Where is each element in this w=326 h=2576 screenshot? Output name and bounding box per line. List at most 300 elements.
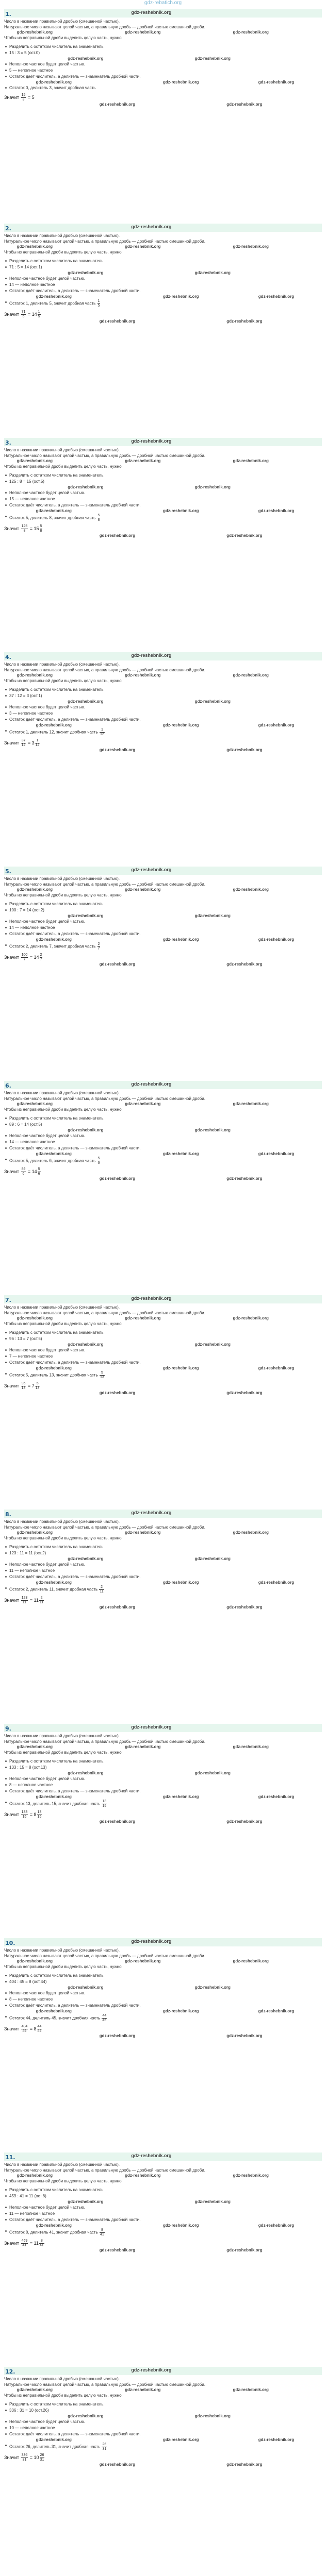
remainder-fraction-denominator: 11 xyxy=(100,1590,104,1594)
watermark-row xyxy=(4,748,322,753)
watermark-row xyxy=(4,887,322,892)
rule-step: Разделить с остатком числитель на знаменатель. xyxy=(4,1973,322,1979)
answer-label: Значит xyxy=(4,1168,20,1174)
answer-label: Значит xyxy=(4,1383,20,1388)
watermark-row xyxy=(4,1366,322,1371)
remainder-fraction-denominator: 13 xyxy=(100,1376,104,1379)
division-step: 133 : 15 = 8 (ост.13) xyxy=(4,1765,322,1771)
remainder-fraction-denominator: 6 xyxy=(97,1161,100,1165)
improper-fraction-numerator: 404 xyxy=(21,2025,28,2028)
watermark-label: gdz-reshebnik.org xyxy=(131,438,172,444)
watermark-row xyxy=(4,962,322,967)
definition-text: Натуральное число называют целой частью, а правильную дробь — дробной частью смешанной дроби. xyxy=(4,1096,205,1101)
watermark-label: gdz-reshebnik.org xyxy=(131,1724,172,1730)
exercise-number: 9. xyxy=(5,1725,11,1732)
rule-step: Остаток даёт числитель, а делитель — знаменатель дробной части. xyxy=(4,2431,322,2437)
mixed-fraction-part-numerator: 5 xyxy=(35,1382,40,1386)
remainder-fraction-numerator: 13 xyxy=(102,1800,107,1803)
watermark-row xyxy=(4,2437,322,2443)
remainder-text: Остаток 5, делитель 6, значит дробная часть xyxy=(9,1158,96,1163)
whole-part: 11 xyxy=(34,2240,39,2246)
watermark-label: gdz-reshebnik.org xyxy=(68,1342,104,1347)
definition-text: Натуральное число называют целой частью, а правильную дробь — дробной частью смешанной дроби. xyxy=(4,1739,205,1744)
exercise-number: 6. xyxy=(5,1082,11,1089)
watermark-label: gdz-reshebnik.org xyxy=(99,748,136,752)
whole-part: 10 xyxy=(34,2454,39,2460)
watermark-label: gdz-reshebnik.org xyxy=(163,1794,199,1799)
improper-fraction xyxy=(21,1810,28,1819)
exercise-block xyxy=(4,436,322,650)
watermark-label: gdz-reshebnik.org xyxy=(125,2387,161,2392)
exercise-block xyxy=(4,2365,322,2576)
rule-heading: Чтобы из неправильной дроби выделить целую часть, нужно: xyxy=(4,679,123,683)
watermark-label: gdz-reshebnik.org xyxy=(163,294,199,299)
intro-text: Число в названии правильной дробью (смешанной частью). xyxy=(4,233,120,238)
watermark-label: gdz-reshebnik.org xyxy=(233,887,269,892)
quotient-step: 14 — неполное частное xyxy=(4,925,322,931)
remainder-fraction-numerator: 5 xyxy=(100,1371,105,1376)
watermark-label: gdz-reshebnik.org xyxy=(17,1101,53,1106)
remainder-step xyxy=(4,1800,322,1808)
rule-heading: Чтобы из неправильной дроби выделить целую часть, нужно: xyxy=(4,250,123,255)
improper-fraction-denominator: 12 xyxy=(21,743,26,747)
watermark-label: gdz-reshebnik.org xyxy=(36,1580,72,1585)
watermark-label: gdz-reshebnik.org xyxy=(99,1176,136,1181)
rule-heading: Чтобы из неправильной дроби выделить целую часть, нужно: xyxy=(4,464,123,469)
watermark-label: gdz-reshebnik.org xyxy=(258,509,295,513)
watermark-label: gdz-reshebnik.org xyxy=(68,2199,104,2204)
rule-step: Остаток даёт числитель, а делитель — знаменатель дробной части. xyxy=(4,74,322,80)
exercise-header xyxy=(4,223,322,233)
watermark-label: gdz-reshebnik.org xyxy=(194,1556,231,1561)
watermark-row xyxy=(4,102,322,107)
watermark-label: gdz-reshebnik.org xyxy=(258,723,295,727)
watermark-row xyxy=(4,533,322,538)
exercise-header xyxy=(4,2366,322,2376)
intro-text: Число в названии правильной дробью (смешанной частью). xyxy=(4,19,120,24)
watermark-label: gdz-reshebnik.org xyxy=(163,1151,199,1156)
watermark-row xyxy=(4,2199,322,2205)
improper-fraction xyxy=(21,524,28,533)
watermark-label: gdz-reshebnik.org xyxy=(258,1794,295,1799)
improper-fraction xyxy=(21,2025,28,2033)
answer-label: Значит xyxy=(4,94,20,100)
remainder-text: Остаток 5, делитель 13, значит дробная часть xyxy=(9,1372,98,1378)
watermark-label: gdz-reshebnik.org xyxy=(36,1151,72,1156)
mixed-fraction-part-denominator: 6 xyxy=(38,1172,40,1176)
watermark-label: gdz-reshebnik.org xyxy=(258,2009,295,2013)
improper-fraction-denominator: 13 xyxy=(21,1386,26,1390)
intro-text: Число в названии правильной дробью (смешанной частью). xyxy=(4,1519,120,1524)
exercise-block xyxy=(4,1293,322,1507)
division-step: 125 : 8 = 15 (ост.5) xyxy=(4,479,322,485)
division-step: 459 : 41 = 11 (ост.8) xyxy=(4,2193,322,2199)
watermark-label: gdz-reshebnik.org xyxy=(194,270,231,275)
watermark-label: gdz-reshebnik.org xyxy=(258,2437,295,2442)
exercise-block xyxy=(4,1722,322,1936)
remainder-fraction-numerator: 1 xyxy=(100,728,105,733)
watermark-label: gdz-reshebnik.org xyxy=(68,913,104,918)
watermark-label: gdz-reshebnik.org xyxy=(125,887,161,892)
rule-step: Неполное частное будет целой частью. xyxy=(4,1562,322,1568)
exercise-number: 8. xyxy=(5,1511,11,1518)
improper-fraction-denominator: 8 xyxy=(23,529,26,533)
remainder-step xyxy=(4,1157,322,1165)
definition-text: Натуральное число называют целой частью, а правильную дробь — дробной частью смешанной дроби. xyxy=(4,239,205,244)
whole-part: 15 xyxy=(34,526,39,531)
exercise-header xyxy=(4,651,322,662)
rule-step: Остаток даёт числитель, а делитель — знаменатель дробной части. xyxy=(4,1788,322,1794)
improper-fraction-denominator: 11 xyxy=(22,1601,27,1604)
watermark-row xyxy=(4,30,322,35)
remainder-text: Остаток 13, делитель 15, значит дробная часть xyxy=(9,1801,101,1806)
remainder-step xyxy=(4,514,322,522)
division-step: 37 : 12 = 3 (ост.1) xyxy=(4,693,322,699)
watermark-label: gdz-reshebnik.org xyxy=(17,2173,53,2178)
watermark-row xyxy=(4,937,322,942)
watermark-label: gdz-reshebnik.org xyxy=(131,224,172,229)
remainder-fraction-denominator: 45 xyxy=(102,2019,107,2022)
watermark-label: gdz-reshebnik.org xyxy=(99,533,136,538)
quotient-step: 10 — неполное частное xyxy=(4,2425,322,2431)
watermark-row xyxy=(4,1744,322,1750)
watermark-label: gdz-reshebnik.org xyxy=(131,10,172,15)
quotient-step: 5 — неполное частное xyxy=(4,67,322,74)
mixed-fraction-part xyxy=(35,739,40,748)
whole-part: 8 xyxy=(34,2026,37,2031)
rule-heading: Чтобы из неправильной дроби выделить целую часть, нужно: xyxy=(4,2393,123,2398)
answer-line: Значит $\frac{404}{45}$ = 8 $\frac{44}{45}$ xyxy=(4,2025,42,2033)
rule-step: Неполное частное будет целой частью. xyxy=(4,1990,322,1996)
rule-heading: Чтобы из неправильной дроби выделить целую часть, нужно: xyxy=(4,2179,123,2183)
watermark-label: gdz-reshebnik.org xyxy=(226,2462,263,2467)
improper-fraction-denominator: 5 xyxy=(22,315,25,318)
rule-step: Разделить с остатком числитель на знаменатель. xyxy=(4,1115,322,1122)
remainder-fraction xyxy=(102,2014,107,2023)
mixed-fraction-part-numerator: 1 xyxy=(35,739,40,743)
answer-label: Значит xyxy=(4,740,20,745)
watermark-label: gdz-reshebnik.org xyxy=(36,80,72,84)
mixed-fraction-part-denominator: 11 xyxy=(39,1601,44,1604)
remainder-fraction-numerator: 2 xyxy=(97,942,100,946)
quotient-step: 3 — неполное частное xyxy=(4,710,322,717)
mixed-fraction-part-numerator: 26 xyxy=(40,2453,44,2457)
watermark-row xyxy=(4,1794,322,1800)
rule-step: Неполное частное будет целой частью. xyxy=(4,61,322,67)
intro-text: Число в названии правильной дробью (смешанной частью). xyxy=(4,448,120,452)
watermark-label: gdz-reshebnik.org xyxy=(258,2223,295,2228)
quotient-step: 11 — неполное частное xyxy=(4,1568,322,1574)
intro-text: Число в названии правильной дробью (смешанной частью). xyxy=(4,876,120,881)
watermark-label: gdz-reshebnik.org xyxy=(163,2437,199,2442)
remainder-step xyxy=(4,2443,322,2451)
watermark-label: gdz-reshebnik.org xyxy=(99,102,136,107)
mixed-fraction-part-numerator: 2 xyxy=(39,1596,44,1601)
watermark-label: gdz-reshebnik.org xyxy=(131,1939,172,1944)
watermark-label: gdz-reshebnik.org xyxy=(233,1530,269,1535)
mixed-fraction-part xyxy=(38,310,41,319)
remainder-text: Остаток 26, делитель 31, значит дробная часть xyxy=(9,2444,101,2449)
exercise-number: 12. xyxy=(5,2368,15,2375)
division-step: 89 : 6 = 14 (ост.5) xyxy=(4,1122,322,1128)
definition-text: Натуральное число называют целой частью, а правильную дробь — дробной частью смешанной дроби. xyxy=(4,1525,205,1530)
watermark-row xyxy=(4,2414,322,2419)
exercise-header xyxy=(4,437,322,447)
watermark-label: gdz-reshebnik.org xyxy=(233,244,269,249)
watermark-label: gdz-reshebnik.org xyxy=(131,2367,172,2372)
remainder-fraction xyxy=(97,514,101,522)
watermark-label: gdz-reshebnik.org xyxy=(233,1959,269,1963)
watermark-label: gdz-reshebnik.org xyxy=(125,1744,161,1749)
watermark-label: gdz-reshebnik.org xyxy=(163,1580,199,1585)
rule-heading: Чтобы из неправильной дроби выделить целую часть, нужно: xyxy=(4,1107,123,1112)
intro-text: Число в названии правильной дробью (смешанной частью). xyxy=(4,2162,120,2167)
division-step: 96 : 13 = 7 (ост.5) xyxy=(4,1336,322,1342)
watermark-row xyxy=(4,913,322,919)
watermark-row xyxy=(4,459,322,464)
rule-step: Разделить с остатком числитель на знаменатель. xyxy=(4,1758,322,1765)
answer-line: Значит $\frac{89}{6}$ = 14 $\frac{5}{6}$ xyxy=(4,1167,40,1176)
watermark-label: gdz-reshebnik.org xyxy=(36,1794,72,1799)
remainder-text: Остаток 8, делитель 41, значит дробная часть xyxy=(9,2230,98,2235)
watermark-label: gdz-reshebnik.org xyxy=(68,270,104,275)
improper-fraction xyxy=(21,739,26,748)
watermark-label: gdz-reshebnik.org xyxy=(17,459,53,463)
watermark-label: gdz-reshebnik.org xyxy=(131,2153,172,2158)
watermark-label: gdz-reshebnik.org xyxy=(194,2414,231,2418)
remainder-fraction-denominator: 15 xyxy=(102,1804,107,1808)
remainder-fraction xyxy=(100,728,105,737)
watermark-label: gdz-reshebnik.org xyxy=(194,913,231,918)
intro-text: Число в названии правильной дробью (смешанной частью). xyxy=(4,2377,120,2381)
watermark-label: gdz-reshebnik.org xyxy=(125,1101,161,1106)
watermark-label: gdz-reshebnik.org xyxy=(226,1605,263,1609)
watermark-label: gdz-reshebnik.org xyxy=(131,1296,172,1301)
watermark-row xyxy=(4,1101,322,1107)
answer-line: Значит $\frac{100}{7}$ = 14 $\frac{2}{7}$ xyxy=(4,953,42,961)
improper-fraction-denominator: 6 xyxy=(22,1172,25,1176)
quotient-step: 8 — неполное частное xyxy=(4,1996,322,2003)
watermark-row xyxy=(4,673,322,678)
division-step: 336 : 31 = 10 (ост.26) xyxy=(4,2408,322,2414)
exercise-header xyxy=(4,2151,322,2162)
watermark-label: gdz-reshebnik.org xyxy=(131,653,172,658)
watermark-label: gdz-reshebnik.org xyxy=(163,937,199,942)
answer-label: Значит xyxy=(4,2026,20,2031)
rule-step: Остаток даёт числитель, а делитель — знаменатель дробной части. xyxy=(4,1574,322,1580)
rule-step: Неполное частное будет целой частью. xyxy=(4,1347,322,1353)
improper-fraction xyxy=(21,1596,28,1605)
watermark-label: gdz-reshebnik.org xyxy=(99,1605,136,1609)
remainder-fraction xyxy=(100,2228,105,2237)
watermark-label: gdz-reshebnik.org xyxy=(258,1580,295,1585)
watermark-row xyxy=(4,1959,322,1964)
watermark-label: gdz-reshebnik.org xyxy=(68,1985,104,1990)
answer-line: Значит $\frac{37}{12}$ = 3 $\frac{1}{12}$ xyxy=(4,739,40,747)
rule-heading: Чтобы из неправильной дроби выделить целую часть, нужно: xyxy=(4,36,123,40)
whole-part: 7 xyxy=(31,1383,35,1388)
definition-text: Натуральное число называют целой частью, а правильную дробь — дробной частью смешанной дроби. xyxy=(4,1311,205,1315)
improper-fraction xyxy=(21,2453,28,2462)
whole-part: 14 xyxy=(31,1168,37,1174)
watermark-label: gdz-reshebnik.org xyxy=(163,80,199,84)
mixed-fraction-part xyxy=(38,1167,41,1176)
quotient-step: 14 — неполное частное xyxy=(4,1139,322,1145)
intro-text: Число в названии правильной дробью (смешанной частью). xyxy=(4,662,120,667)
remainder-fraction-denominator: 7 xyxy=(97,947,100,951)
watermark-label: gdz-reshebnik.org xyxy=(68,699,104,704)
watermark-label: gdz-reshebnik.org xyxy=(36,294,72,299)
watermark-row xyxy=(4,1556,322,1562)
whole-part: 11 xyxy=(34,1597,39,1603)
improper-fraction xyxy=(21,1382,26,1391)
watermark-label: gdz-reshebnik.org xyxy=(68,1556,104,1561)
watermark-row xyxy=(4,1128,322,1133)
remainder-fraction xyxy=(102,2443,107,2451)
answer-line: Значит $\frac{71}{5}$ = 14 $\frac{1}{5}$ xyxy=(4,310,40,318)
answer-line: Значит $\frac{133}{15}$ = 8 $\frac{13}{15}$ xyxy=(4,1810,42,1819)
watermark-label: gdz-reshebnik.org xyxy=(226,102,263,107)
definition-text: Натуральное число называют целой частью, а правильную дробь — дробной частью смешанной дроби. xyxy=(4,668,205,672)
watermark-label: gdz-reshebnik.org xyxy=(68,485,104,489)
rule-step: Разделить с остатком числитель на знаменатель. xyxy=(4,1330,322,1336)
watermark-label: gdz-reshebnik.org xyxy=(233,30,269,35)
watermark-label: gdz-reshebnik.org xyxy=(17,1959,53,1963)
watermark-row xyxy=(4,2248,322,2253)
remainder-fraction xyxy=(97,942,101,951)
answer-label: Значит xyxy=(4,1811,20,1817)
answer-line: Значит $\frac{336}{31}$ = 10 $\frac{26}{31}$ xyxy=(4,2453,44,2462)
improper-fraction-denominator: 3 xyxy=(22,98,25,101)
definition-text: Натуральное число называют целой частью, а правильную дробь — дробной частью смешанной дроби. xyxy=(4,2168,205,2173)
whole-part: 14 xyxy=(31,311,37,317)
rule-step: Остаток даёт числитель, а делитель — знаменатель дробной части. xyxy=(4,288,322,294)
exercise-number: 1. xyxy=(5,11,11,18)
watermark-label: gdz-reshebnik.org xyxy=(36,2437,72,2442)
mixed-fraction-part-numerator: 13 xyxy=(37,1810,42,1814)
watermark-row xyxy=(4,2033,322,2039)
watermark-row xyxy=(4,2387,322,2393)
remainder-step xyxy=(4,1585,322,1594)
watermark-label: gdz-reshebnik.org xyxy=(194,1771,231,1775)
watermark-label: gdz-reshebnik.org xyxy=(17,244,53,249)
whole-part: 3 xyxy=(31,740,35,745)
rule-step: Остаток даёт числитель, а делитель — знаменатель дробной части. xyxy=(4,931,322,937)
watermark-label: gdz-reshebnik.org xyxy=(68,56,104,61)
exercise-number: 5. xyxy=(5,868,11,875)
mixed-fraction-part-denominator: 12 xyxy=(35,743,40,747)
watermark-row xyxy=(4,80,322,85)
watermark-label: gdz-reshebnik.org xyxy=(233,2387,269,2392)
remainder-text: Остаток 5, делитель 8, значит дробная часть xyxy=(9,515,96,520)
remainder-fraction-numerator: 8 xyxy=(100,2228,105,2233)
watermark-label: gdz-reshebnik.org xyxy=(258,1366,295,1370)
exercise-header xyxy=(4,1937,322,1947)
mixed-fraction-part-denominator: 31 xyxy=(40,2458,44,2462)
exercise-header xyxy=(4,1509,322,1519)
watermark-row xyxy=(4,1391,322,1396)
watermark-label: gdz-reshebnik.org xyxy=(226,1176,263,1181)
watermark-row xyxy=(4,2009,322,2014)
watermark-label: gdz-reshebnik.org xyxy=(163,509,199,513)
watermark-label: gdz-reshebnik.org xyxy=(125,2173,161,2178)
watermark-label: gdz-reshebnik.org xyxy=(68,1128,104,1132)
quotient-step: 14 — неполное частное xyxy=(4,282,322,288)
remainder-text: Остаток 1, делитель 12, значит дробная часть xyxy=(9,730,98,735)
answer-label: Значит xyxy=(4,2454,20,2460)
watermark-row xyxy=(4,1530,322,1535)
watermark-label: gdz-reshebnik.org xyxy=(163,2009,199,2013)
watermark-row xyxy=(4,319,322,324)
mixed-fraction-part-denominator: 41 xyxy=(39,2244,44,2247)
watermark-label: gdz-reshebnik.org xyxy=(226,962,263,967)
answer-label: Значит xyxy=(4,954,20,960)
watermark-row xyxy=(4,244,322,249)
division-step: 15 : 3 = 5 (ост.0) xyxy=(4,50,322,56)
rule-step: Остаток даёт числитель, а делитель — знаменатель дробной части. xyxy=(4,1360,322,1366)
watermark-label: gdz-reshebnik.org xyxy=(226,2033,263,2038)
rule-step: Остаток даёт числитель, а делитель — знаменатель дробной части. xyxy=(4,717,322,723)
rule-heading: Чтобы из неправильной дроби выделить целую часть, нужно: xyxy=(4,893,123,897)
watermark-label: gdz-reshebnik.org xyxy=(226,2248,263,2252)
improper-fraction xyxy=(21,93,26,102)
improper-fraction-numerator: 123 xyxy=(21,1596,28,1600)
watermark-label: gdz-reshebnik.org xyxy=(226,533,263,538)
exercise-header xyxy=(4,1294,322,1304)
rule-step: Неполное частное будет целой частью. xyxy=(4,2419,322,2425)
watermark-row xyxy=(4,1176,322,1181)
watermark-label: gdz-reshebnik.org xyxy=(233,1316,269,1320)
mixed-fraction-part-numerator: 8 xyxy=(39,2239,44,2244)
remainder-fraction-numerator: 2 xyxy=(99,1585,104,1590)
exercise-block xyxy=(4,222,322,436)
rule-step: Остаток даёт числитель, а делитель — знаменатель дробной части. xyxy=(4,502,322,509)
remainder-fraction-denominator: 8 xyxy=(97,518,100,522)
watermark-label: gdz-reshebnik.org xyxy=(99,2248,136,2252)
division-step: 71 : 5 = 14 (ост.1) xyxy=(4,264,322,270)
intro-text: Число в названии правильной дробью (смешанной частью). xyxy=(4,1091,120,1095)
improper-fraction-denominator: 45 xyxy=(22,2029,27,2033)
exercise-number: 2. xyxy=(5,225,11,232)
improper-fraction-numerator: 71 xyxy=(21,310,26,314)
watermark-label: gdz-reshebnik.org xyxy=(131,1081,172,1087)
remainder-fraction-denominator: 41 xyxy=(100,2233,104,2236)
exercise-header xyxy=(4,866,322,876)
mixed-fraction-part xyxy=(40,953,43,962)
watermark-row xyxy=(4,699,322,704)
rule-step: Разделить с остатком числитель на знаменатель. xyxy=(4,44,322,50)
mixed-fraction-part xyxy=(40,524,43,533)
rule-step: Неполное частное будет целой частью. xyxy=(4,1776,322,1782)
intro-text: Число в названии правильной дробью (смешанной частью). xyxy=(4,1948,120,1953)
watermark-label: gdz-reshebnik.org xyxy=(36,2009,72,2013)
whole-part: 5 xyxy=(31,94,35,100)
remainder-fraction-denominator: 12 xyxy=(100,733,104,736)
definition-text: Натуральное число называют целой частью, а правильную дробь — дробной частью смешанной дроби. xyxy=(4,25,205,29)
watermark-label: gdz-reshebnik.org xyxy=(226,1819,263,1824)
rule-step: Разделить с остатком числитель на знаменатель. xyxy=(4,2401,322,2408)
watermark-label: gdz-reshebnik.org xyxy=(125,1316,161,1320)
watermark-label: gdz-reshebnik.org xyxy=(194,2199,231,2204)
remainder-fraction-numerator: 44 xyxy=(102,2014,107,2018)
watermark-row xyxy=(4,1580,322,1585)
improper-fraction-numerator: 459 xyxy=(21,2239,28,2243)
division-step: 123 : 11 = 11 (ост.2) xyxy=(4,1550,322,1556)
watermark-label: gdz-reshebnik.org xyxy=(17,1744,53,1749)
watermark-label: gdz-reshebnik.org xyxy=(163,2223,199,2228)
rule-heading: Чтобы из неправильной дроби выделить целую часть, нужно: xyxy=(4,1750,123,1755)
rule-step: Разделить с остатком числитель на знаменатель. xyxy=(4,258,322,264)
